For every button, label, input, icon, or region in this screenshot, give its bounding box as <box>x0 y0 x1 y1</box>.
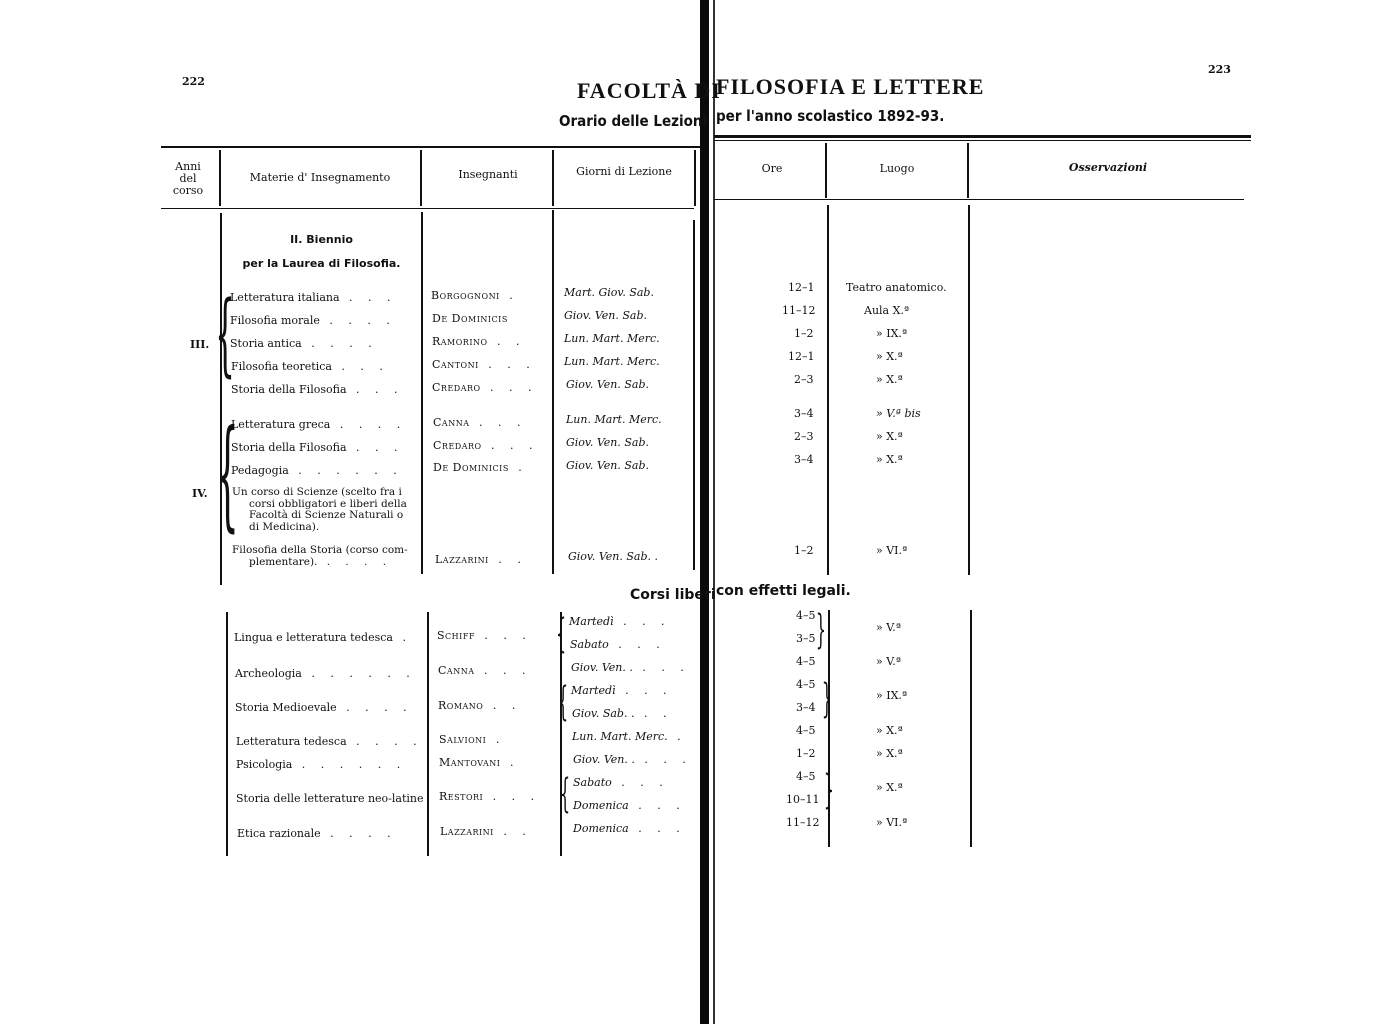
row-insegnante: Credaro . . . <box>433 439 539 452</box>
row-ore: 4–5 <box>796 609 816 622</box>
row-luogo: » VI.ª <box>876 816 908 829</box>
col-rule <box>693 220 695 570</box>
row-ore: 2–3 <box>794 373 814 386</box>
row-insegnante: Credaro . . . <box>432 381 538 394</box>
row-luogo: » IX.ª <box>876 327 908 340</box>
row-ore: 1–2 <box>794 544 814 557</box>
row-materia: Pedagogia . . . . . . <box>231 464 403 477</box>
row-insegnante: Canna . . . <box>433 416 527 429</box>
brace-iv: { <box>216 405 239 544</box>
col-rule <box>420 150 422 206</box>
row-insegnante: Lazzarini . . <box>435 553 527 566</box>
row-giorni: Giov. Sab. . . . <box>572 707 673 720</box>
year-label-iv: IV. <box>192 487 208 500</box>
brace-giorni: { <box>556 611 567 657</box>
row-materia: Storia delle letterature neo-latine <box>236 792 424 805</box>
row-materia: Psicologia . . . . . . <box>236 758 407 771</box>
row-insegnante: De Dominicis . <box>433 461 528 474</box>
section-corsi-liberi-right: con effetti legali. <box>716 583 851 599</box>
right-header-bottom-rule <box>714 199 1244 200</box>
brace-ore: { <box>823 767 834 813</box>
right-header-top-rule-thin <box>714 140 1251 141</box>
col-rule <box>226 612 228 856</box>
row-ore: 2–3 <box>794 430 814 443</box>
brace-ore: { <box>815 607 826 653</box>
col-rule <box>219 150 221 206</box>
row-insegnante: Lazzarini . . <box>440 825 532 838</box>
row-luogo: » X.ª <box>876 373 903 386</box>
row-ore: 3–5 <box>796 632 816 645</box>
row-giorni: Domenica . . . <box>573 822 686 835</box>
row-giorni: Lun. Mart. Merc. <box>564 332 660 345</box>
row-luogo: » X.ª <box>876 453 903 466</box>
row-giorni: Martedì . . . <box>569 615 671 628</box>
row-giorni: Giov. Ven. . . . . <box>573 753 692 766</box>
row-luogo: Aula X.ª <box>864 304 910 317</box>
col-rule <box>552 150 554 206</box>
row-insegnante: Canna . . . <box>438 664 532 677</box>
row-luogo: » V.ª <box>876 621 901 634</box>
col-rule <box>694 150 696 206</box>
row-materia: Filosofia morale . . . . <box>230 314 396 327</box>
row-insegnante: Cantoni . . . <box>432 358 536 371</box>
brace-giorni: { <box>558 679 569 725</box>
row-ore: 4–5 <box>796 724 816 737</box>
row-materia-scienze: Un corso di Scienze (scelto fra i corsi obbligatori e liberi della Facoltà di Scienze Naturali o di Medicina). <box>232 486 407 533</box>
row-ore: 12–1 <box>788 281 815 294</box>
row-insegnante: Ramorino . . <box>432 335 526 348</box>
header-osservazioni: Osservazioni <box>1068 161 1148 174</box>
row-ore: 4–5 <box>796 770 816 783</box>
row-luogo: » VI.ª <box>876 544 908 557</box>
row-ore: 4–5 <box>796 678 816 691</box>
left-header-bottom-rule <box>161 208 694 209</box>
row-materia: Filosofia teoretica . . . <box>231 360 389 373</box>
row-luogo: » X.ª <box>876 747 903 760</box>
title-left: FACOLTÀ DI <box>577 78 721 103</box>
book-gutter-edge <box>713 0 715 1024</box>
header-luogo: Luogo <box>879 162 915 175</box>
row-giorni: Lun. Mart. Merc. <box>566 413 662 426</box>
row-giorni: Mart. Giov. Sab. <box>564 286 654 299</box>
col-rule <box>968 205 970 575</box>
right-header-top-rule <box>714 135 1251 138</box>
row-giorni: Giov. Ven. Sab. <box>566 459 649 472</box>
header-materie: Materie d' Insegnamento <box>249 171 391 184</box>
row-giorni: Giov. Ven. Sab. <box>564 309 647 322</box>
row-giorni: Martedì . . . <box>571 684 673 697</box>
row-ore: 4–5 <box>796 655 816 668</box>
row-giorni: Giov. Ven. Sab. . <box>568 550 658 563</box>
row-ore: 1–2 <box>794 327 814 340</box>
row-materia: Archeologia . . . . . . <box>235 667 416 680</box>
row-ore: 3–4 <box>796 701 816 714</box>
row-giorni: Giov. Ven. Sab. <box>566 436 649 449</box>
row-giorni: Giov. Ven. . . . . <box>571 661 690 674</box>
row-luogo: » X.ª <box>876 781 903 794</box>
row-insegnante: De Dominicis <box>432 312 508 325</box>
row-giorni: Giov. Ven. Sab. <box>566 378 649 391</box>
col-rule <box>427 612 429 856</box>
row-insegnante: Borgognoni . <box>431 289 519 302</box>
row-luogo: » V.ª bis <box>876 407 921 420</box>
row-materia: Storia della Filosofia . . . <box>231 441 404 454</box>
row-giorni: Domenica . . . <box>573 799 686 812</box>
brace-giorni: { <box>560 771 571 817</box>
row-insegnante: Mantovani . <box>439 756 520 769</box>
row-giorni: Sabato . . . <box>573 776 669 789</box>
row-ore: 12–1 <box>788 350 815 363</box>
section-biennio-subtitle: per la Laurea di Filosofia. <box>242 257 401 270</box>
row-insegnante: Salvioni . <box>439 733 506 746</box>
row-luogo: » X.ª <box>876 724 903 737</box>
row-luogo: » X.ª <box>876 430 903 443</box>
row-ore: 11–12 <box>782 304 816 317</box>
row-materia: Letteratura greca . . . . <box>231 418 407 431</box>
row-giorni: Lun. Mart. Merc. . <box>572 730 687 743</box>
row-insegnante: Schiff . . . <box>437 629 532 642</box>
col-rule <box>827 205 829 575</box>
right-page-number: 223 <box>1208 63 1231 76</box>
row-ore: 1–2 <box>796 747 816 760</box>
col-rule <box>967 143 969 198</box>
col-rule <box>825 143 827 198</box>
row-materia: Storia della Filosofia . . . <box>231 383 404 396</box>
col-rule <box>970 610 972 847</box>
brace-ore: { <box>821 676 832 722</box>
row-insegnante: Romano . . <box>438 699 522 712</box>
row-materia: Etica razionale . . . . <box>237 827 397 840</box>
left-page-number: 222 <box>182 75 205 88</box>
book-gutter <box>700 0 709 1024</box>
header-anni: Anni del corso <box>172 160 204 197</box>
row-giorni: Lun. Mart. Merc. <box>564 355 660 368</box>
row-ore: 11–12 <box>786 816 820 829</box>
year-label-iii: III. <box>190 338 210 351</box>
left-header-top-rule <box>161 146 701 148</box>
row-ore: 3–4 <box>794 453 814 466</box>
subtitle-right: per l'anno scolastico 1892-93. <box>716 107 945 125</box>
row-luogo: » X.ª <box>876 350 903 363</box>
row-luogo: Teatro anatomico. <box>846 281 947 294</box>
row-materia-filosofia-storia: Filosofia della Storia (corso com- plementare). . . . . <box>232 544 408 568</box>
section-biennio-title: II. Biennio <box>290 233 353 246</box>
row-materia: Lingua e letteratura tedesca . <box>234 631 412 644</box>
row-materia: Letteratura italiana . . . <box>230 291 397 304</box>
row-materia: Storia antica . . . . <box>230 337 378 350</box>
row-ore: 10–11 <box>786 793 820 806</box>
row-materia: Letteratura tedesca . . . . <box>236 735 423 748</box>
header-ore: Ore <box>761 162 783 175</box>
row-ore: 3–4 <box>794 407 814 420</box>
header-insegnanti: Insegnanti <box>458 168 518 181</box>
col-rule <box>421 212 423 574</box>
brace-iii: { <box>215 282 236 387</box>
row-insegnante: Restori . . . <box>439 790 541 803</box>
section-corsi-liberi-left: Corsi liberi <box>630 587 716 603</box>
row-materia: Storia Medioevale . . . . <box>235 701 413 714</box>
row-luogo: » IX.ª <box>876 689 908 702</box>
title-right: FILOSOFIA E LETTERE <box>716 74 985 99</box>
header-giorni: Giorni di Lezione <box>576 165 672 178</box>
col-rule <box>552 210 554 574</box>
row-giorni: Sabato . . . <box>570 638 666 651</box>
subtitle-left: Orario delle Lezioni <box>559 112 708 130</box>
row-luogo: » V.ª <box>876 655 901 668</box>
